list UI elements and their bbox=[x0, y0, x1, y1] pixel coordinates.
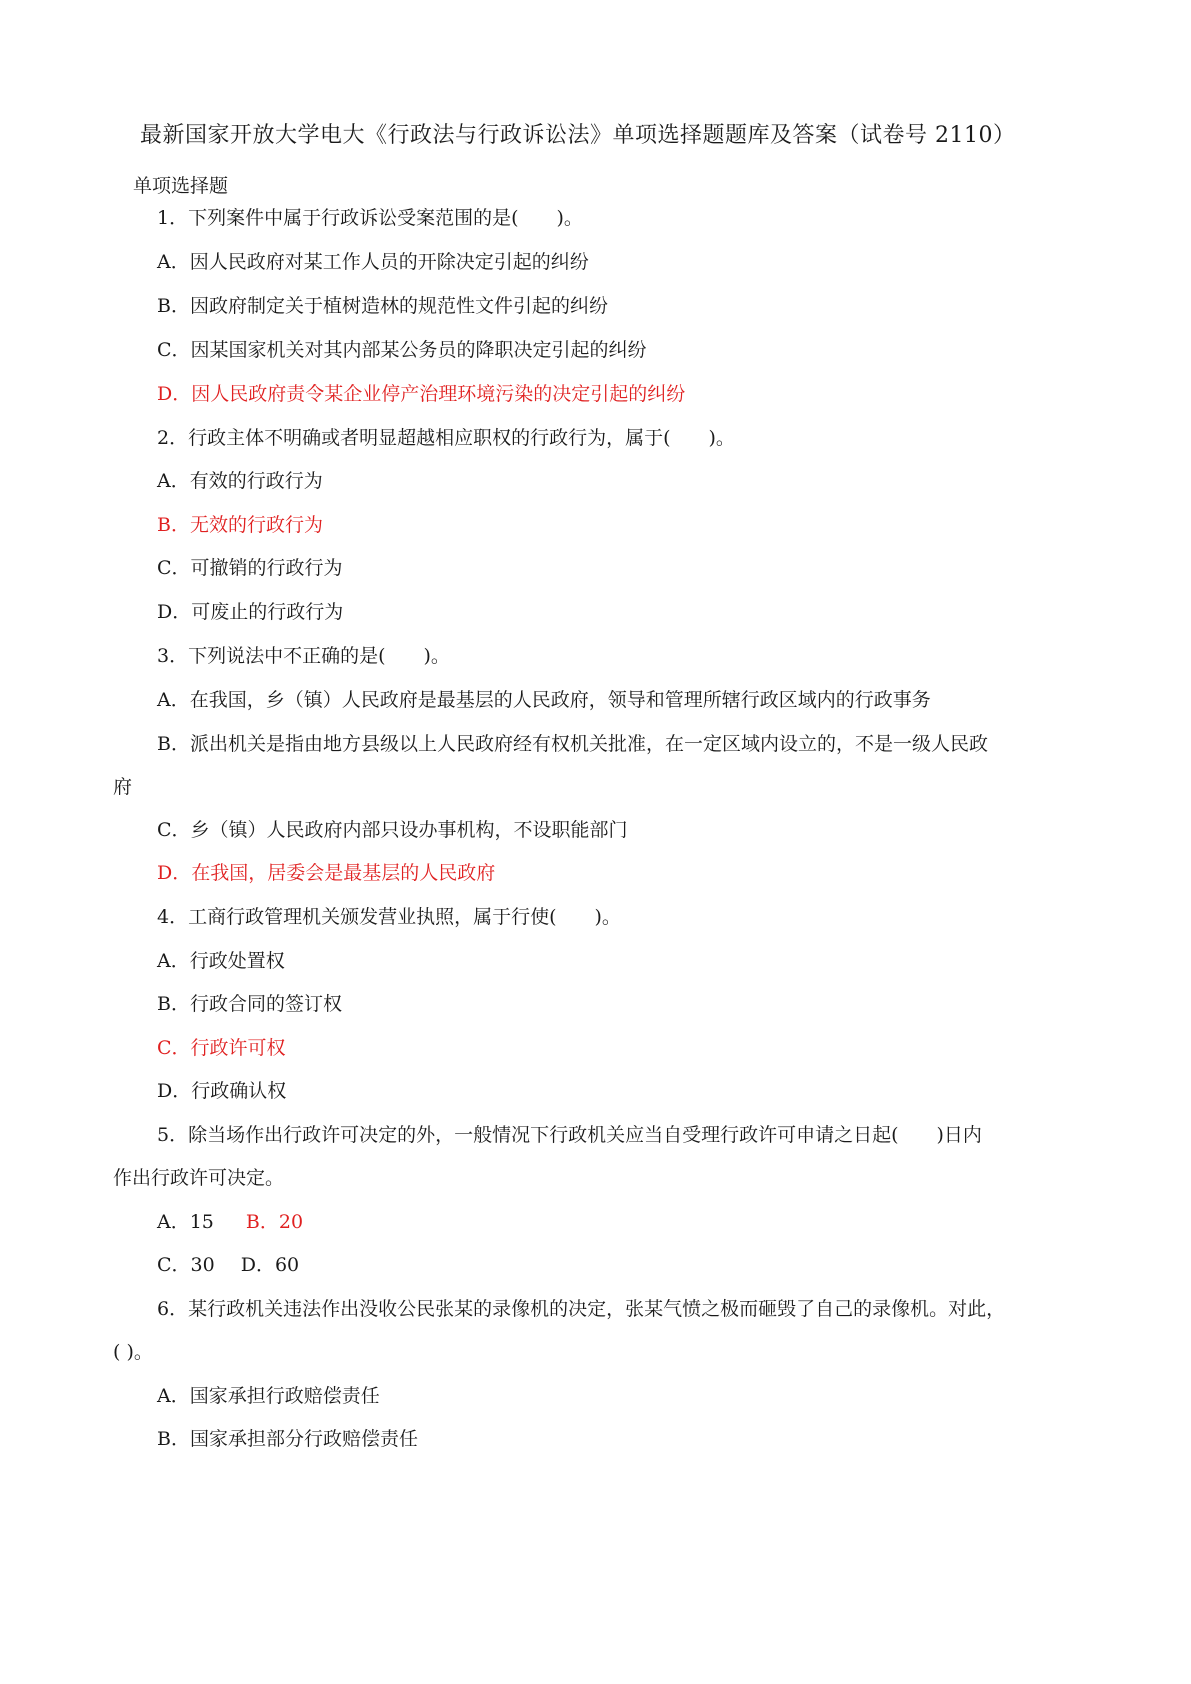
q3-option-b-continuation: 府 bbox=[113, 776, 133, 798]
q2-option-d: D．可废止的行政行为 bbox=[157, 601, 344, 623]
q5-options-row-1 bbox=[157, 1207, 303, 1234]
q2-option-a: A．有效的行政行为 bbox=[157, 470, 323, 492]
q2-option-b-answer: B．无效的行政行为 bbox=[157, 514, 323, 536]
q5-options-row-2 bbox=[157, 1250, 299, 1277]
document-title: 最新国家开放大学电大《行政法与行政诉讼法》单项选择题题库及答案（试卷号 2110） bbox=[140, 123, 1016, 148]
q4-option-b: B．行政合同的签订权 bbox=[157, 993, 342, 1015]
q5-option-a: A．15 bbox=[157, 1211, 214, 1233]
question-4-stem: 4．工商行政管理机关颁发营业执照，属于行使( )。 bbox=[157, 906, 621, 928]
q5-option-d: D．60 bbox=[240, 1254, 300, 1276]
q5-option-b-answer: B．20 bbox=[245, 1211, 304, 1233]
question-6-stem: 6．某行政机关违法作出没收公民张某的录像机的决定，张某气愤之极而砸毁了自己的录像机。对此， bbox=[157, 1298, 1006, 1320]
q4-option-a: A．行政处置权 bbox=[157, 950, 285, 972]
q3-option-b: B．派出机关是指由地方县级以上人民政府经有权机关批准，在一定区域内设立的，不是一级人民政 bbox=[157, 733, 988, 755]
question-2-stem: 2．行政主体不明确或者明显超越相应职权的行政行为，属于( )。 bbox=[157, 427, 735, 449]
question-3-stem: 3．下列说法中不正确的是( )。 bbox=[157, 645, 450, 667]
question-6-stem-continuation: ( )。 bbox=[113, 1341, 153, 1363]
q1-option-b: B．因政府制定关于植树造林的规范性文件引起的纠纷 bbox=[157, 295, 608, 317]
q3-option-a: A．在我国，乡（镇）人民政府是最基层的人民政府，领导和管理所辖行政区域内的行政事务 bbox=[157, 689, 931, 711]
q2-option-c: C．可撤销的行政行为 bbox=[157, 557, 343, 579]
q4-option-c-answer: C．行政许可权 bbox=[157, 1037, 286, 1059]
question-5-stem-continuation: 作出行政许可决定。 bbox=[113, 1167, 285, 1189]
q3-option-c: C．乡（镇）人民政府内部只设办事机构，不设职能部门 bbox=[157, 819, 628, 841]
question-5-stem: 5．除当场作出行政许可决定的外，一般情况下行政机关应当自受理行政许可申请之日起( )日内 bbox=[157, 1124, 982, 1146]
q3-option-d-answer: D．在我国，居委会是最基层的人民政府 bbox=[157, 862, 496, 884]
section-heading: 单项选择题 bbox=[133, 175, 229, 197]
q4-option-d: D．行政确认权 bbox=[157, 1080, 287, 1102]
q5-option-c: C．30 bbox=[157, 1254, 215, 1276]
q6-option-b: B．国家承担部分行政赔偿责任 bbox=[157, 1428, 418, 1450]
q1-option-c: C．因某国家机关对其内部某公务员的降职决定引起的纠纷 bbox=[157, 339, 647, 361]
q6-option-a: A．国家承担行政赔偿责任 bbox=[157, 1385, 380, 1407]
question-1-stem: 1．下列案件中属于行政诉讼受案范围的是( )。 bbox=[157, 207, 583, 229]
q1-option-a: A．因人民政府对某工作人员的开除决定引起的纠纷 bbox=[157, 251, 589, 273]
q1-option-d-answer: D．因人民政府责令某企业停产治理环境污染的决定引起的纠纷 bbox=[157, 383, 686, 405]
